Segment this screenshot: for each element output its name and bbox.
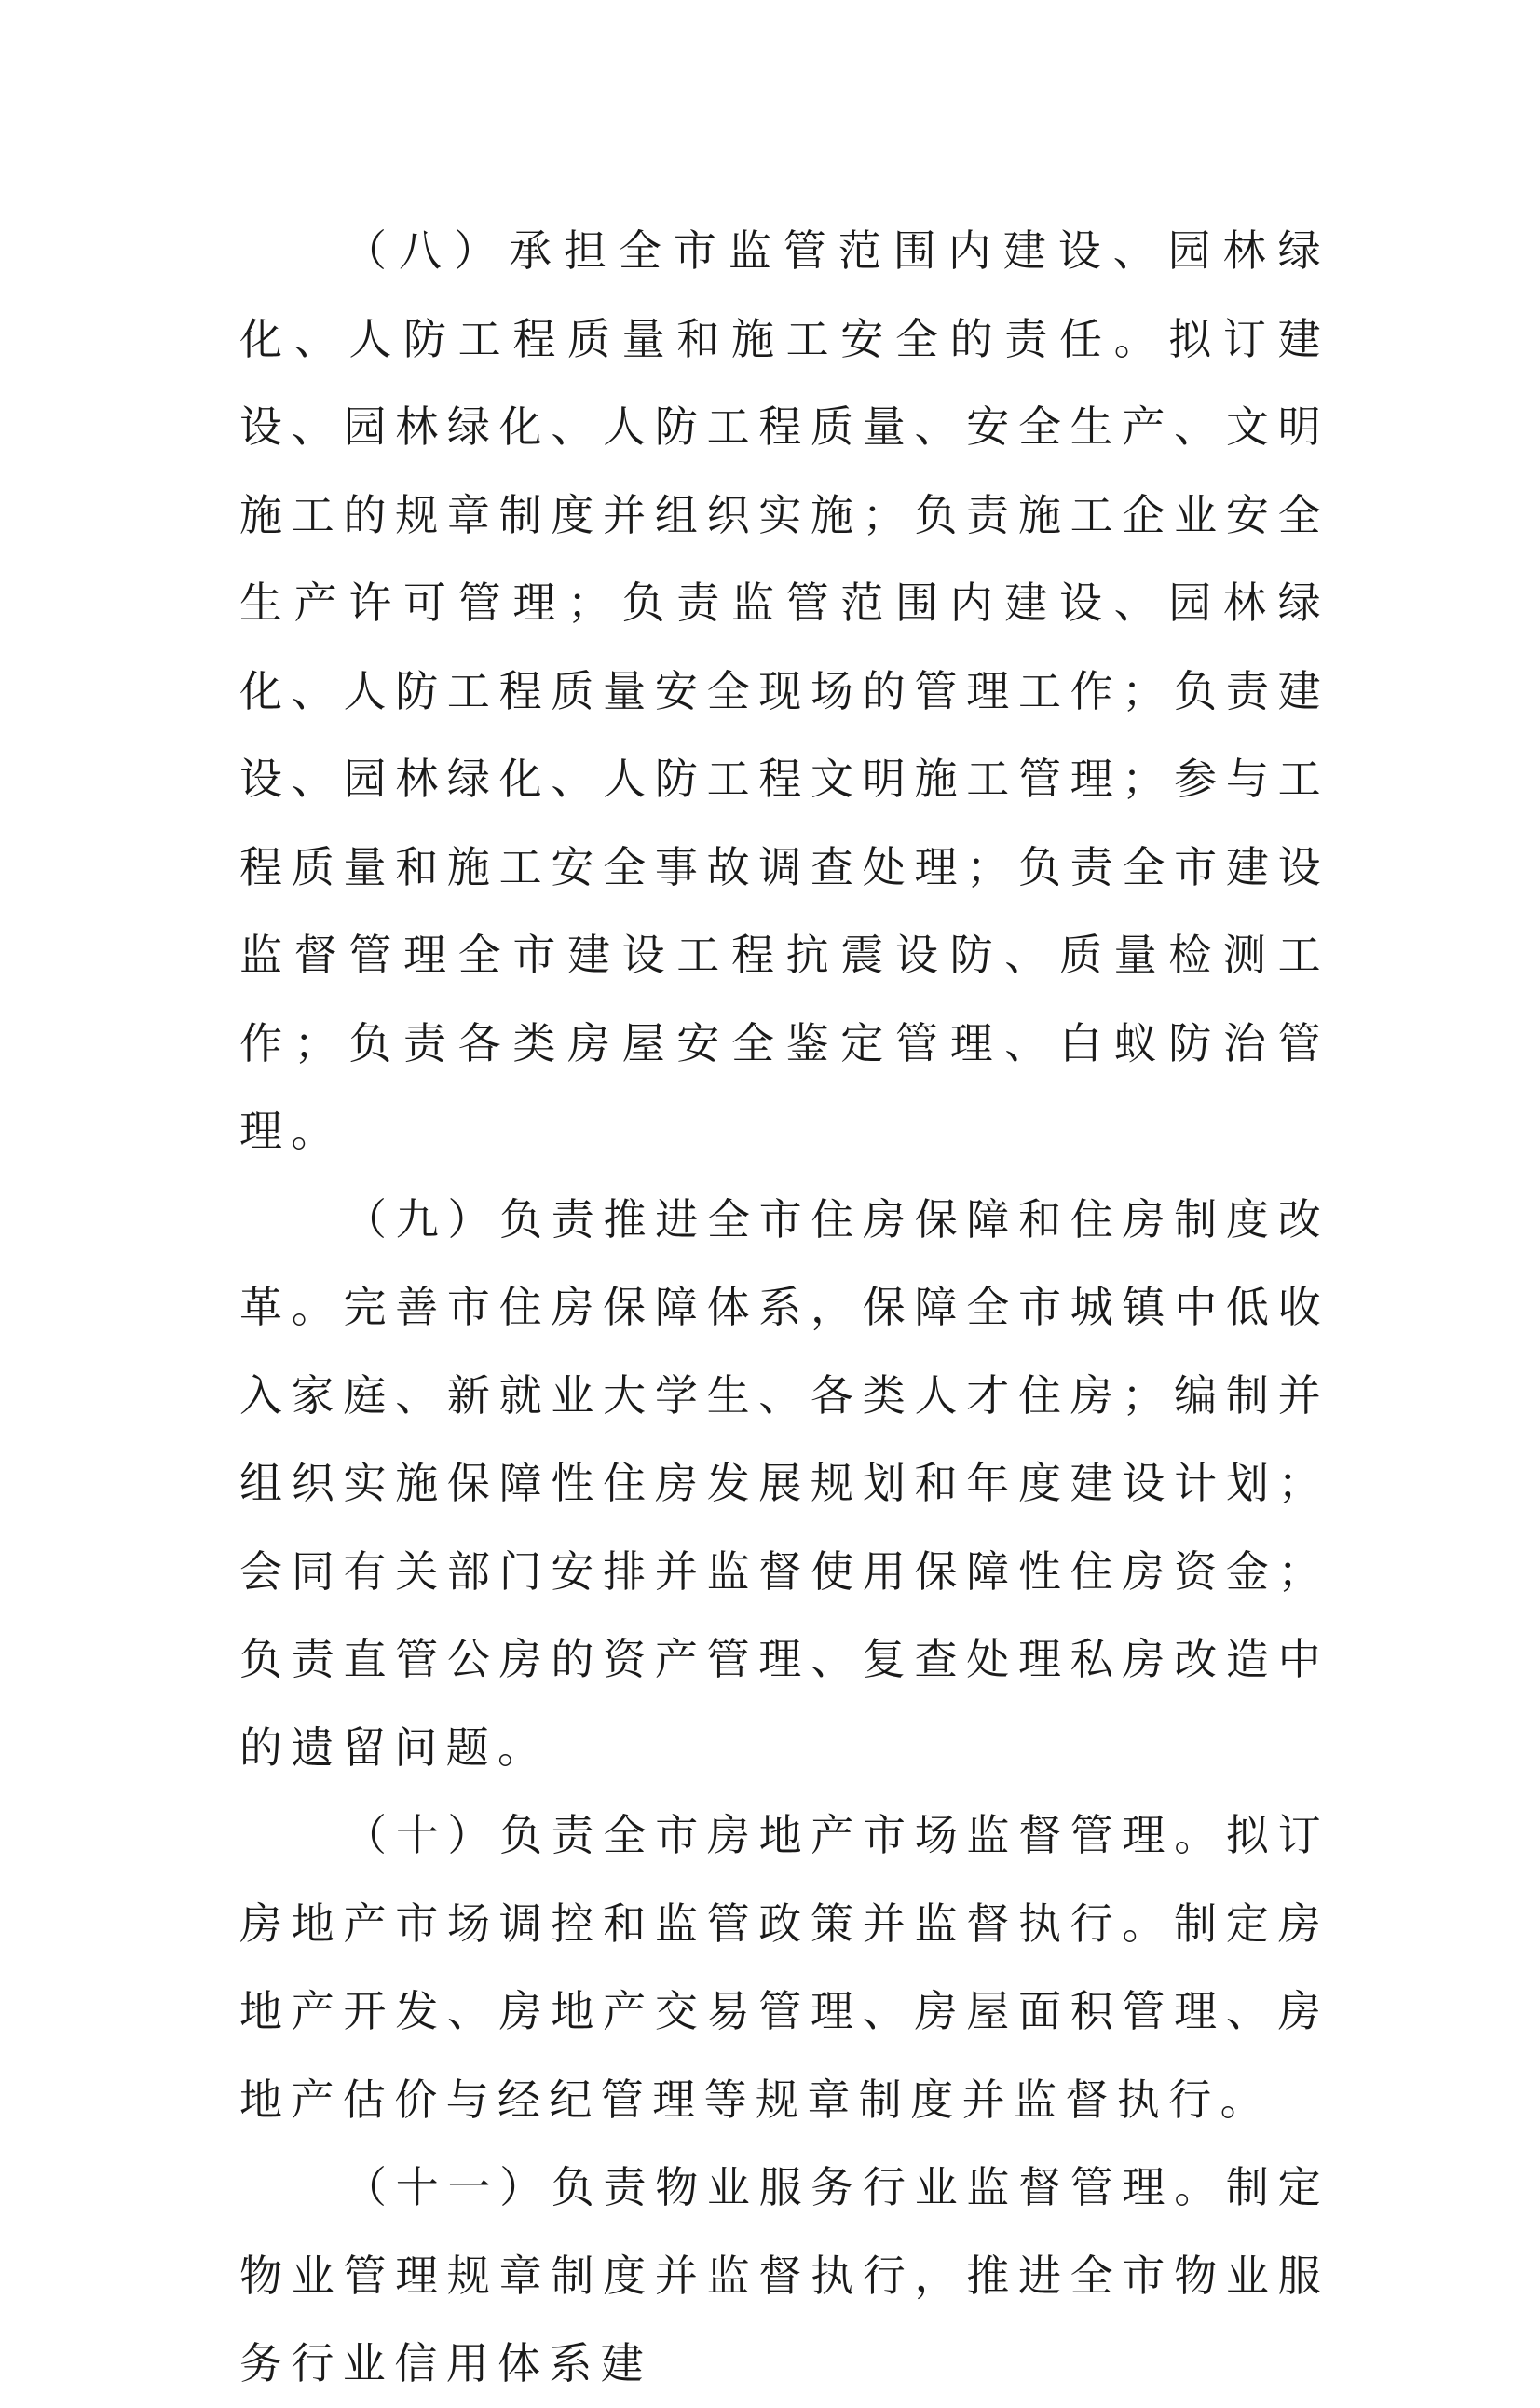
paragraph-9: （九）负责推进全市住房保障和住房制度改革。完善市住房保障体系，保障全市城镇中低收入家庭、新就业大学生、各类人才住房；编制并组织实施保障性住房发展规划和年度建设计划；会同有关部门安排并监督使用保障性住房资金；负责直管公房的资产管理、复查处理私房改造中的遗留问题。 xyxy=(239,1193,1329,1773)
document-body xyxy=(239,207,1329,2408)
paragraph-8: （八）承担全市监管范围内建设、园林绿化、人防工程质量和施工安全的责任。拟订建设、园林绿化、人防工程质量、安全生产、文明施工的规章制度并组织实施；负责施工企业安全生产许可管理；负责监管范围内建设、园林绿化、人防工程质量安全现场的管理工作；负责建设、园林绿化、人防工程文明施工管理；参与工程质量和施工安全事故调查处理；负责全市建设监督管理全市建设工程抗震设防、质量检测工作；负责各类房屋安全鉴定管理、白蚁防治管理。 xyxy=(239,225,1329,1156)
paragraph-11: （十一）负责物业服务行业监督管理。制定物业管理规章制度并监督执行，推进全市物业服务行业信用体系建 xyxy=(239,2162,1329,2388)
paragraph-10: （十）负责全市房地产市场监督管理。拟订房地产市场调控和监管政策并监督执行。制定房地产开发、房地产交易管理、房屋面积管理、房地产估价与经纪管理等规章制度并监督执行。 xyxy=(239,1810,1329,2125)
